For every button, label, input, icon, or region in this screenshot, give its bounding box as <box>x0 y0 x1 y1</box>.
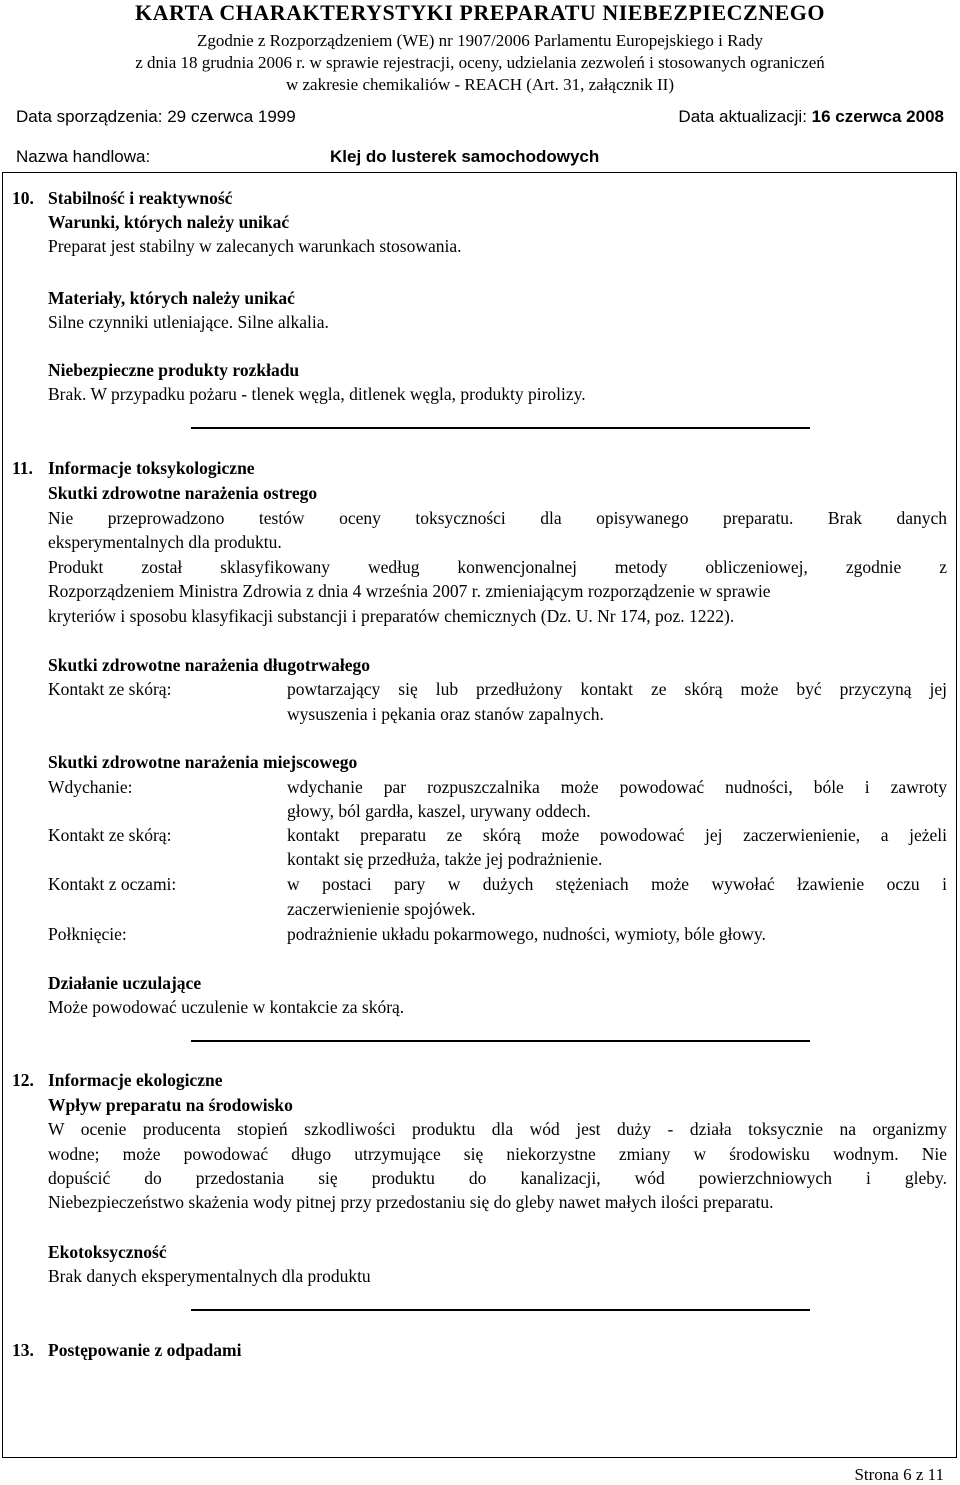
chronic-skin-label: Kontakt ze skórą: <box>48 679 172 699</box>
ingestion-label: Połknięcie: <box>48 924 127 944</box>
ingestion-line-1: podrażnienie układu pokarmowego, nudności, wymioty, bóle głowy. <box>287 924 766 944</box>
page-number: Strona 6 z 11 <box>854 1465 944 1484</box>
section-12-env-line-2: wodne; może powodować długo utrzymujące się niekorzystne zmiany w środowisku wodnym. Nie <box>48 1144 947 1164</box>
section-12-number: 12. <box>12 1070 34 1090</box>
section-11-classification-line-3: kryteriów i sposobu klasyfikacji substancji i preparatów chemicznych (Dz. U. Nr 174, poz. 1222). <box>48 606 735 626</box>
regulation-line-3: w zakresie chemikaliów - REACH (Art. 31, załącznik II) <box>285 75 675 94</box>
section-10-title: Stabilność i reaktywność <box>48 188 233 208</box>
section-10-sub-conditions: Warunki, których należy unikać <box>48 212 290 232</box>
section-11-sub-chronic: Skutki zdrowotne narażenia długotrwałego <box>48 655 370 675</box>
eye-contact-line-1: w postaci pary w dużych stężeniach może wywołać łzawienie oczu i <box>287 874 947 894</box>
section-12-env-line-4: Niebezpieczeństwo skażenia wody pitnej przy przedostaniu się do gleby nawet małych ilości preparatu. <box>48 1192 774 1212</box>
trade-name-row <box>0 146 960 168</box>
date-updated-label: Data aktualizacji: <box>678 107 812 126</box>
date-updated <box>678 106 944 128</box>
chronic-skin-line-2: wysuszenia i pękania oraz stanów zapalnych. <box>287 704 604 724</box>
section-10-sub-materials: Materiały, których należy unikać <box>48 288 295 308</box>
chronic-skin-line-1: powtarzający się lub przedłużony kontakt ze skórą może być przyczyną jej <box>287 679 947 699</box>
trade-name-value: Klej do lusterek samochodowych <box>330 147 600 166</box>
section-10-text-decomposition: Brak. W przypadku pożaru - tlenek węgla, ditlenek węgla, produkty pirolizy. <box>48 384 586 404</box>
trade-name-label: Nazwa handlowa: <box>16 147 151 166</box>
section-11-acute-line-2: eksperymentalnych dla produktu. <box>48 532 282 552</box>
skin-contact-label: Kontakt ze skórą: <box>48 825 172 845</box>
skin-contact-line-2: kontakt się przedłuża, także jej podrażnienie. <box>287 849 603 869</box>
section-10-sub-decomposition: Niebezpieczne produkty rozkładu <box>48 360 300 380</box>
section-13-number: 13. <box>12 1340 34 1360</box>
document-title: KARTA CHARAKTERYSTYKI PREPARATU NIEBEZPIECZNEGO <box>135 0 825 25</box>
inhalation-label: Wdychanie: <box>48 777 133 797</box>
section-10-text-materials: Silne czynniki utleniające. Silne alkalia. <box>48 312 329 332</box>
dates-row <box>0 106 960 128</box>
regulation-line-1: Zgodnie z Rozporządzeniem (WE) nr 1907/2006 Parlamentu Europejskiego i Rady <box>196 31 764 50</box>
section-11-acute-line-1: Nie przeprowadzono testów oceny toksyczności dla opisywanego preparatu. Brak danych <box>48 508 947 528</box>
section-10-text-conditions: Preparat jest stabilny w zalecanych warunkach stosowania. <box>48 236 462 256</box>
section-10-number: 10. <box>12 188 34 208</box>
section-12-env-line-1: W ocenie producenta stopień szkodliwości produktu dla wód jest duży - działa toksycznie na organizmy <box>48 1119 947 1139</box>
section-12-sub-ecotoxicity: Ekotoksyczność <box>48 1242 167 1262</box>
section-11-sub-acute: Skutki zdrowotne narażenia ostrego <box>48 483 318 503</box>
section-11-sub-local: Skutki zdrowotne narażenia miejscowego <box>48 752 358 772</box>
section-11-sub-sensitisation: Działanie uczulające <box>48 973 202 993</box>
inhalation-line-2: głowy, ból gardła, kaszel, urywany oddech. <box>287 801 591 821</box>
section-12-title: Informacje ekologiczne <box>48 1070 223 1090</box>
inhalation-line-1: wdychanie par rozpuszczalnika może powodować nudności, bóle i zawroty <box>287 777 947 797</box>
section-12-text-ecotoxicity: Brak danych eksperymentalnych dla produktu <box>48 1266 371 1286</box>
section-divider <box>191 427 810 429</box>
regulation-line-2: z dnia 18 grudnia 2006 r. w sprawie rejestracji, oceny, udzielania zezwoleń i stosowanych ograniczeń <box>135 53 825 72</box>
eye-contact-label: Kontakt z oczami: <box>48 874 177 894</box>
eye-contact-line-2: zaczerwienienie spojówek. <box>287 899 476 919</box>
section-11-number: 11. <box>12 458 33 478</box>
date-created: Data sporządzenia: 29 czerwca 1999 <box>16 107 296 126</box>
section-11-title: Informacje toksykologiczne <box>48 458 255 478</box>
section-13-title: Postępowanie z odpadami <box>48 1340 242 1360</box>
section-divider <box>191 1309 810 1311</box>
section-11-classification-line-2: Rozporządzeniem Ministra Zdrowia z dnia 4 września 2007 r. zmieniającym rozporządzenie w sprawie <box>48 581 771 601</box>
section-divider <box>191 1040 810 1042</box>
section-12-sub-environment: Wpływ preparatu na środowisko <box>48 1095 293 1115</box>
section-11-text-sensitisation: Może powodować uczulenie w kontakcie za skórą. <box>48 997 405 1017</box>
section-11-classification-line-1: Produkt został sklasyfikowany według konwencjonalnej metody obliczeniowej, zgodnie z <box>48 557 947 577</box>
date-updated-value: 16 czerwca 2008 <box>811 107 944 126</box>
skin-contact-line-1: kontakt preparatu ze skórą może powodować jej zaczerwienienie, a jeżeli <box>287 825 947 845</box>
section-12-env-line-3: dopuścić do przedostania się produktu do kanalizacji, wód powierzchniowych i gleby. <box>48 1168 947 1188</box>
